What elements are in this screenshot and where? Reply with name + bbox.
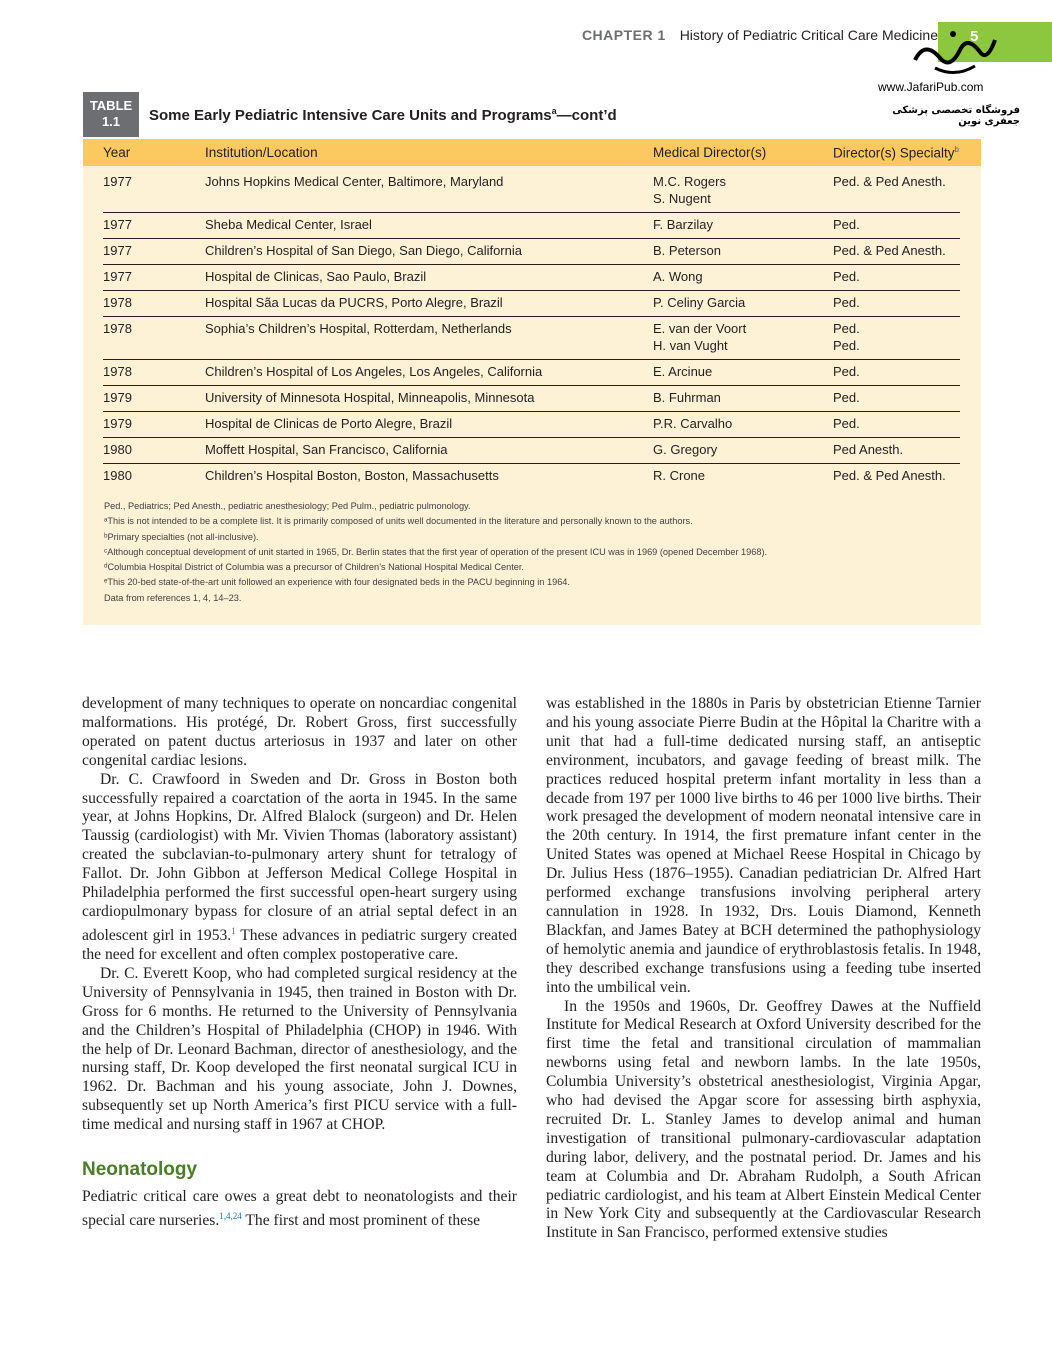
cell-director: A. Wong: [653, 269, 703, 284]
paragraph: [82, 771, 517, 965]
table-footnote: Ped., Pediatrics; Ped Anesth., pediatric anesthesiology; Ped Pulm., pediatric pulmonology.: [104, 501, 471, 511]
table-footnote: Data from references 1, 4, 14–23.: [104, 592, 242, 603]
page-number: 5: [970, 28, 979, 45]
cell-institution: Sophia’s Children’s Hospital, Rotterdam, Netherlands: [205, 321, 512, 336]
table-box: [83, 139, 981, 625]
table-footnote: ᵇPrimary specialties (not all-inclusive).: [104, 531, 259, 542]
paragraph-text: These advances in pediatric surgery created the need for excellent and often complex postoperative care.: [82, 927, 518, 963]
cell-year: 1977: [103, 217, 132, 232]
table-row: [103, 242, 960, 265]
cell-year: 1977: [103, 243, 132, 258]
column-header-institution: Institution/Location: [205, 145, 318, 160]
table-row: [103, 467, 960, 490]
cell-institution: Hospital Sãa Lucas da PUCRS, Porto Alegre, Brazil: [205, 295, 503, 310]
table-row: [103, 363, 960, 386]
cell-year: 1980: [103, 442, 132, 457]
table-footnote: ᵃThis is not intended to be a complete list. It is primarily composed of units well documented in the literature and personally known to the authors.: [104, 516, 693, 527]
cell-director: F. Barzilay: [653, 217, 713, 232]
chapter-label: CHAPTER 1: [581, 27, 666, 43]
column-header-specialty-label: Director(s) Specialty: [833, 145, 955, 161]
table-title-sup: a: [551, 106, 557, 116]
cell-specialty: Ped Anesth.: [833, 442, 904, 457]
table-row: [103, 441, 960, 464]
cell-specialty: Ped.: [833, 390, 860, 405]
cell-year: 1978: [103, 295, 132, 310]
table-label-word: TABLE: [89, 98, 133, 113]
section-heading: Neonatology: [82, 1159, 198, 1181]
cell-director: R. Crone: [653, 468, 706, 483]
cell-specialty: Ped. & Ped Anesth.: [833, 243, 946, 258]
chapter-title: History of Pediatric Critical Care Medicine: [679, 27, 938, 43]
cell-institution: University of Minnesota Hospital, Minneapolis, Minnesota: [205, 390, 535, 405]
cell-institution: Children’s Hospital of Los Angeles, Los Angeles, California: [205, 364, 543, 379]
cell-year: 1977: [103, 269, 132, 284]
table-label: [83, 92, 139, 137]
column-header-year: Year: [103, 145, 131, 160]
cell-institution: Children’s Hospital Boston, Boston, Massachusetts: [205, 468, 499, 483]
cell-institution: Johns Hopkins Medical Center, Baltimore, Maryland: [205, 174, 504, 189]
cell-year: 1978: [103, 364, 132, 379]
paragraph-text: The first and most prominent of these: [241, 1212, 481, 1230]
paragraph: was established in the 1880s in Paris by obstetrician Etienne Tarnier and his young associate Pierre Budin at the Hôpital la Charitre with a unit that had a full-time dedicated nursing staff, an antiseptic environment, incubators, and gavage feeding of breast milk. The practices reduced hospital preterm infant mortality in less than a decade from 197 per 1000 live births to 46 per 1000 live births. Their work presaged the development of modern neonatal intensive care in the 20th century. In 1914, the first premature infant center in the United States was opened at Michael Reese Hospital in Chicago by Dr. Julius Hess (1876–1955). Canadian pediatrician Dr. Alfred Hart performed exchange transfusions involving peripheral artery cannulation in 1928. In 1932, Drs. Louis Diamond, Kenneth Blackfan, and James Batey at BCH determined the pathophysiology of hemolytic anemia and jaundice of erythroblastosis fetalis. In 1948, they described exchange transfusions using a feeding tube inserted into the umbilical vein.: [546, 695, 981, 996]
cell-institution: Moffett Hospital, San Francisco, California: [205, 442, 448, 457]
cell-year: 1977: [103, 174, 132, 189]
cell-specialty: Ped.: [833, 269, 860, 284]
table-row: [103, 415, 960, 438]
paragraph: development of many techniques to operate on noncardiac congenital malformations. His protégé, Dr. Robert Gross, first successfully operated on patent ductus arteriosus in 1937 and later on other congenital cardiac lesions.: [82, 695, 517, 769]
cell-director: B. Fuhrman: [653, 390, 721, 405]
table-row: [103, 173, 960, 213]
cell-institution: Children’s Hospital of San Diego, San Diego, California: [205, 243, 522, 258]
running-head: [0, 27, 938, 43]
paragraph: [82, 1188, 517, 1231]
table-title-main: Some Early Pediatric Intensive Care Units and Programs: [149, 107, 552, 124]
table-title: [149, 106, 617, 124]
body-column-right: [546, 695, 981, 1243]
table-notes: [104, 499, 964, 606]
paragraph-text: Dr. C. Crawfoord in Sweden and Dr. Gross in Boston both successfully repaired a coarctation of the aorta in 1945. In the same year, at Johns Hopkins, Dr. Alfred Blalock (surgeon) and Dr. Helen Taussig (cardiologist) with Mr. Vivien Thomas (laboratory assistant) created the subclavian-to-pulmonary artery shunt for tetralogy of Fallot. Dr. John Gibbon at Jefferson Medical College Hospital in Philadelphia performed the first successful open-heart surgery using cardiopulmonary bypass for closure of an atrial septal defect in an adolescent girl in 1953.: [82, 770, 517, 945]
watermark-text: فروشگاه تخصصی پزشکی جعفری نوین: [892, 105, 1020, 127]
cell-institution: Hospital de Clinicas, Sao Paulo, Brazil: [205, 269, 427, 284]
table-row: [103, 268, 960, 291]
table-label-number: 1.1: [101, 114, 121, 129]
cell-year: 1980: [103, 468, 132, 483]
cell-director: E. Arcinue: [653, 364, 713, 379]
cell-year: 1979: [103, 390, 132, 405]
cell-specialty: Ped.: [833, 416, 860, 431]
cell-specialty: Ped.: [833, 364, 860, 379]
publisher-logo: [905, 20, 1000, 80]
table-footnote: ᶜAlthough conceptual development of unit started in 1965, Dr. Berlin states that the first year of operation of the present ICU was in 1969 (opened December 1968).: [104, 546, 768, 557]
cell-specialty: Ped.: [833, 295, 860, 310]
body-column-left: [82, 695, 517, 1231]
cell-institution: Sheba Medical Center, Israel: [205, 217, 372, 232]
table-row: [103, 216, 960, 239]
cell-specialty: Ped. & Ped Anesth.: [833, 174, 946, 189]
table-header-row: [83, 139, 981, 166]
cell-specialty: Ped.: [833, 217, 860, 232]
paragraph: Dr. C. Everett Koop, who had completed surgical residency at the University of Pennsylvania in 1945, then trained in Boston with Dr. Gross for 6 months. He returned to the University of Pennsylvania and the Children’s Hospital of Philadelphia (CHOP) in 1946. With the help of Dr. Leonard Bachman, director of anesthesiology, and the nursing staff, Dr. Koop developed the first neonatal surgical ICU in 1962. Dr. Bachman and his young associate, John J. Downes, subsequently set up North America’s first PICU service with a full-time medical and nursing staff in 1967 at CHOP.: [82, 964, 517, 1134]
table-row: [103, 320, 960, 360]
paragraph: In the 1950s and 1960s, Dr. Geoffrey Dawes at the Nuffield Institute for Medical Research at Oxford University described for the first time the fetal and transitional circulation of mammalian newborns using fetal and newborn lambs. In the late 1950s, Columbia University’s obstetrical anesthesiologist, Virginia Apgar, who had devised the Apgar score for assessing birth asphyxia, recruited Dr. L. Stanley James to develop animal and human investigation of transitional pulmonary-cardiovascular adaptation during labor, delivery, and the postnatal period. Dr. James and his team at Columbia and Dr. Abraham Rudolph, a South African pediatric cardiologist, and his team at Albert Einstein Medical Center in New York City and subsequently at the Cardiovascular Research Institute in San Francisco, performed extensive studies: [546, 997, 981, 1242]
cell-director: M.C. Rogers S. Nugent: [653, 174, 726, 206]
cell-year: 1979: [103, 416, 132, 431]
reference-link[interactable]: 1: [231, 925, 236, 936]
table-row: [103, 294, 960, 317]
cell-director: G. Gregory: [653, 442, 718, 457]
column-header-specialty-sup: b: [954, 145, 959, 154]
cell-director: E. van der Voort H. van Vught: [653, 321, 747, 353]
table-title-suffix: —cont’d: [556, 107, 617, 124]
cell-institution: Hospital de Clinicas de Porto Alegre, Brazil: [205, 416, 453, 431]
cell-specialty: Ped. & Ped Anesth.: [833, 468, 946, 483]
table-row: [103, 389, 960, 412]
table-footnote: ᵉThis 20-bed state-of-the-art unit followed an experience with four designated beds in the PACU beginning in 1964.: [104, 577, 570, 588]
paragraph-text: Pediatric critical care owes a great debt to neonatologists and their special care nurseries.: [82, 1187, 517, 1230]
column-header-director: Medical Director(s): [653, 145, 767, 160]
table-footnote: ᵈColumbia Hospital District of Columbia was a precursor of Children’s National Hospital Medical Center.: [104, 562, 524, 573]
column-header-specialty: [833, 145, 959, 161]
reference-link[interactable]: 1,4,24: [219, 1210, 242, 1221]
watermark-url: www.JafariPub.com: [878, 80, 984, 94]
cell-director: P.R. Carvalho: [653, 416, 733, 431]
cell-year: 1978: [103, 321, 132, 336]
cell-specialty: Ped. Ped.: [833, 321, 860, 353]
cell-director: P. Celiny Garcia: [653, 295, 746, 310]
cell-director: B. Peterson: [653, 243, 721, 258]
